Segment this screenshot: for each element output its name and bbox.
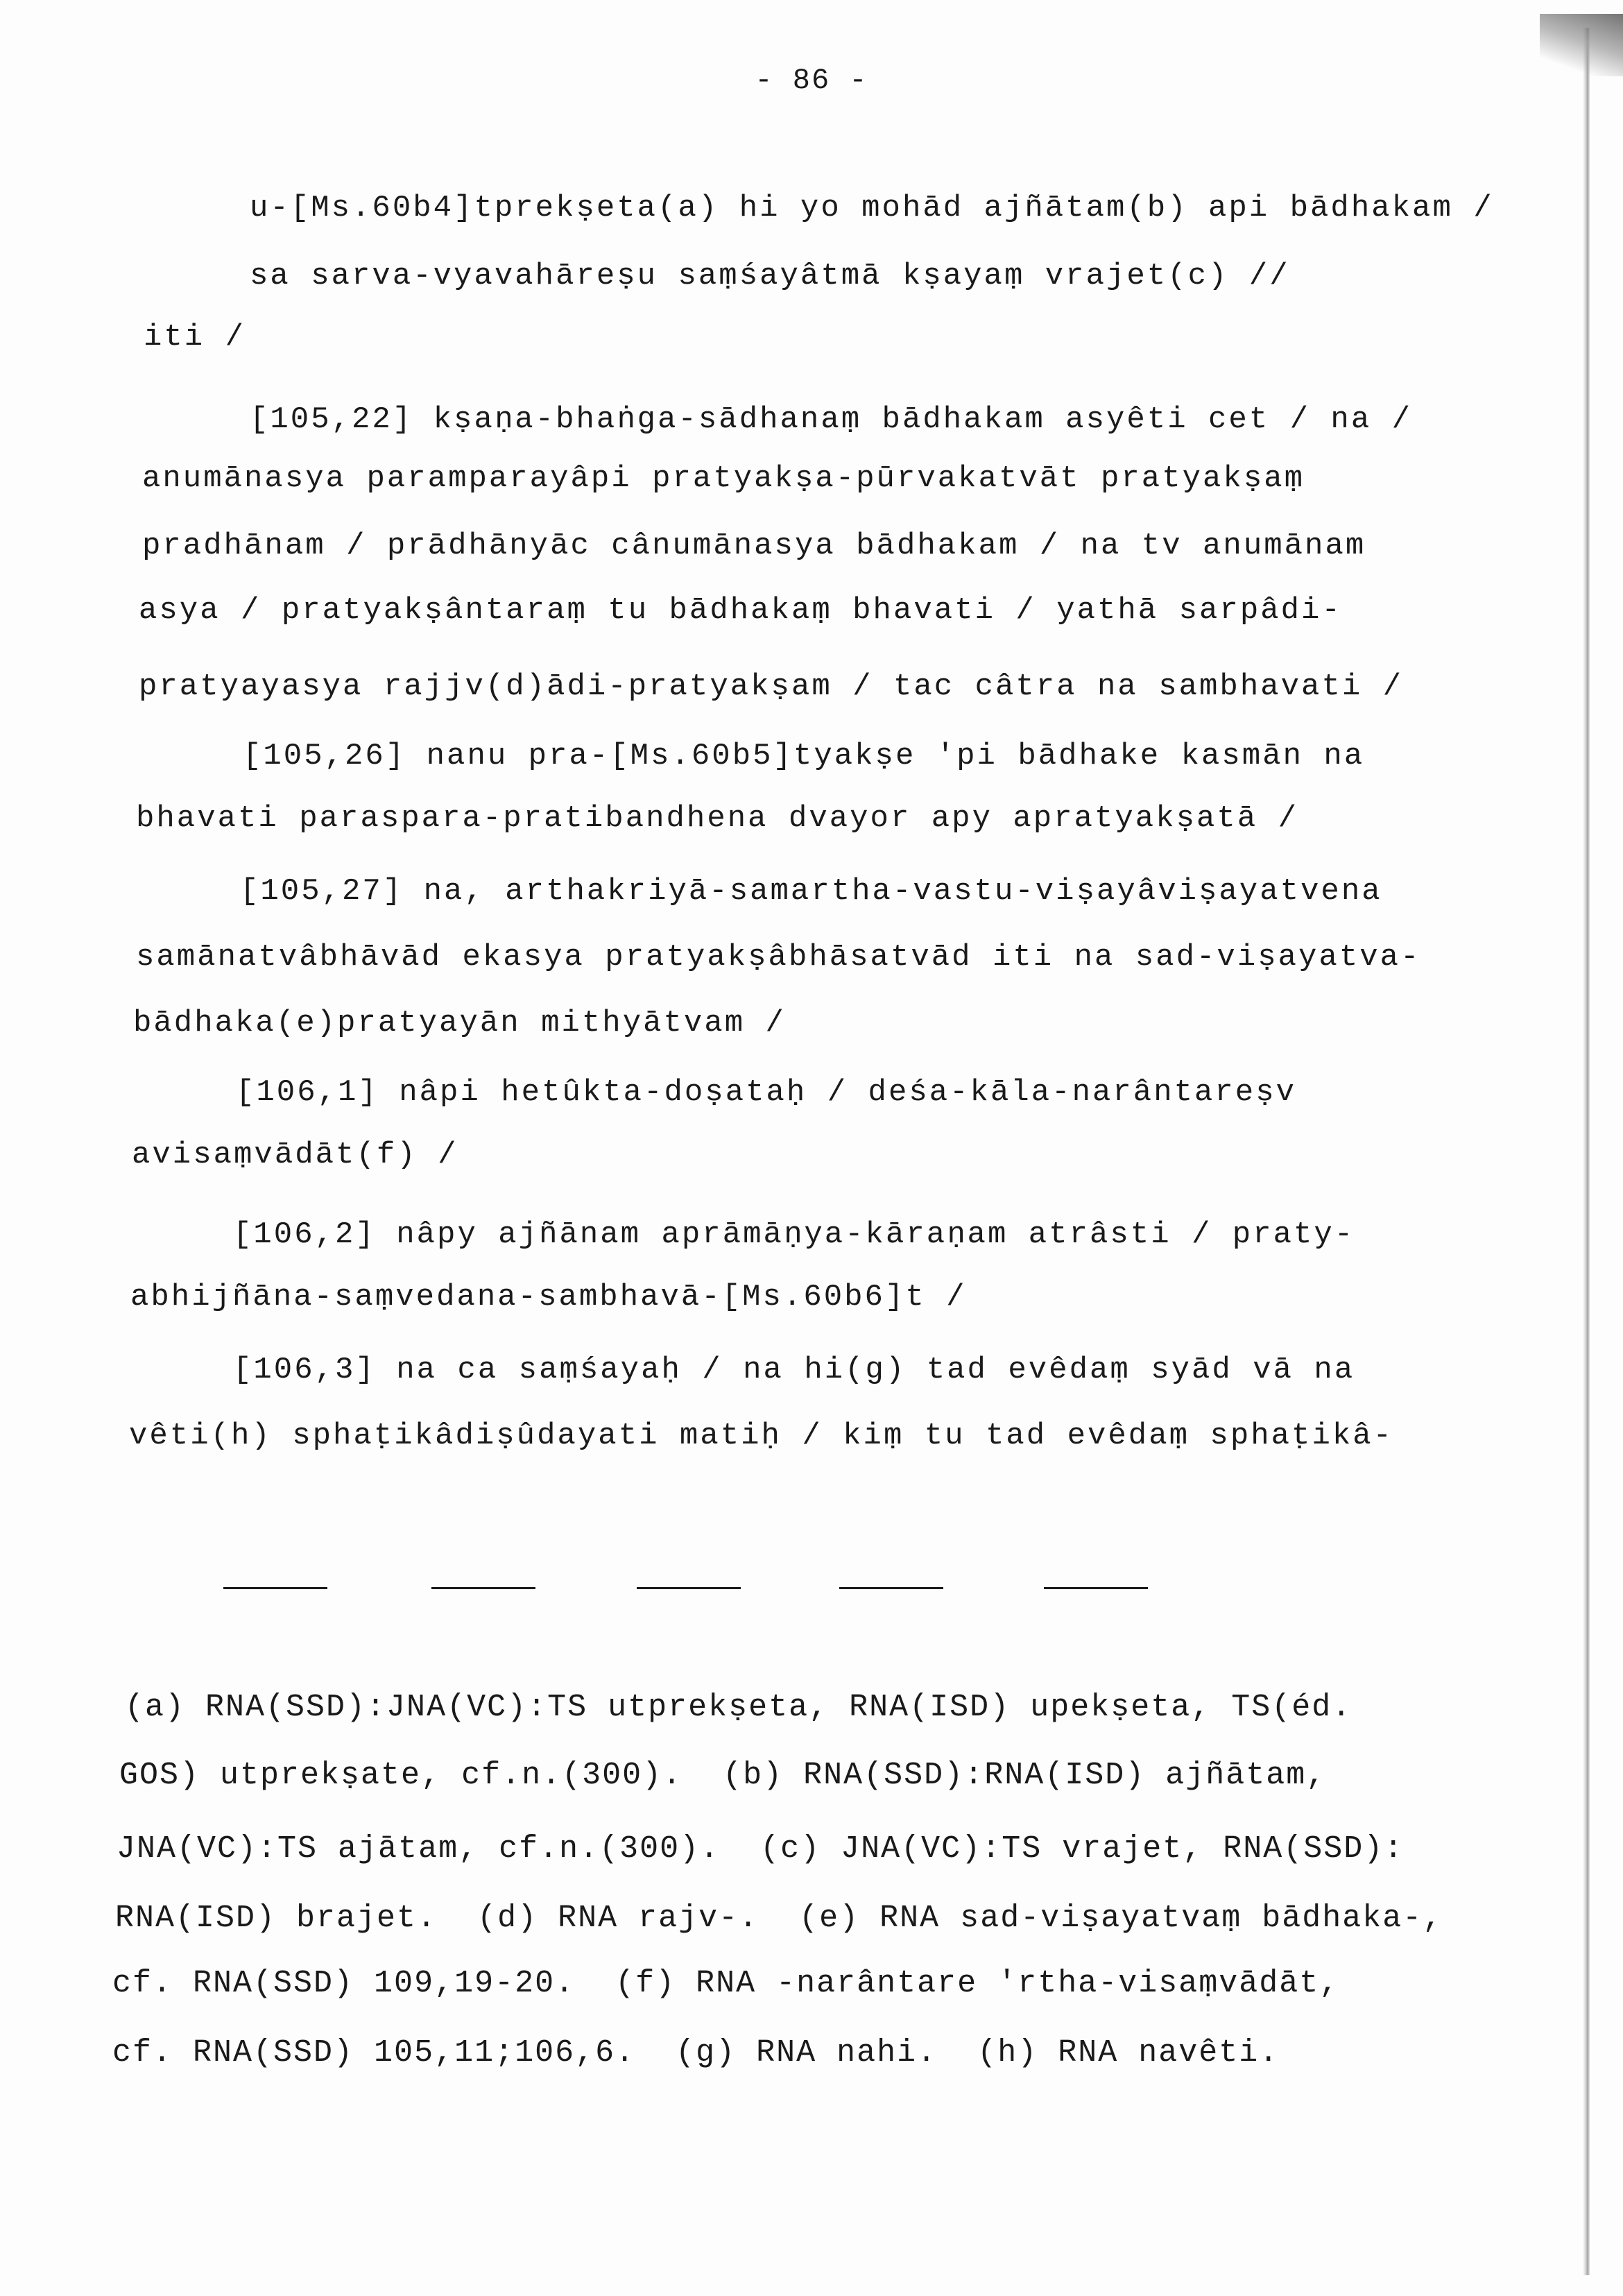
scan-edge-shadow [1583, 28, 1590, 2275]
body-line-9: samānatvâbhāvād ekasya pratyakṣâbhāsatvād iti na sad-viṣayatva- [136, 940, 1421, 975]
body-line-14: abhijñāna-saṃvedana-sambhavā-[Ms.60b6]t / [130, 1280, 967, 1314]
body-line-16: vêti(h) sphaṭikâdiṣûdayati matiḥ / kiṃ tu tad evêdaṃ sphaṭikâ- [129, 1419, 1394, 1453]
footnote-line-5: cf. RNA(SSD) 109,19-20. (f) RNA -narântare 'rtha-visaṃvādāt, [112, 1966, 1340, 2001]
verse-line-1: u-[Ms.60b4]tprekṣeta(a) hi yo mohād ajñātam(b) api bādhakam / [250, 191, 1494, 225]
footnote-line-4: RNA(ISD) brajet. (d) RNA rajv-. (e) RNA sad-viṣayatvaṃ bādhaka-, [115, 1901, 1443, 1936]
body-line-15: [106,3] na ca saṃśayaḥ / na hi(g) tad evêdaṃ syād vā na [233, 1353, 1355, 1387]
body-line-12: avisaṃvādāt(f) / [132, 1138, 458, 1172]
footnote-line-2: GOS) utprekṣate, cf.n.(300). (b) RNA(SSD):RNA(ISD) ajñātam, [119, 1758, 1327, 1793]
body-line-2: anumānasya paramparayâpi pratyakṣa-pūrvakatvāt pratyakṣaṃ [142, 461, 1305, 496]
footnote-line-3: JNA(VC):TS ajātam, cf.n.(300). (c) JNA(VC):TS vrajet, RNA(SSD): [117, 1831, 1405, 1867]
body-line-10: bādhaka(e)pratyayān mithyātvam / [133, 1006, 786, 1040]
separator-dash-3 [637, 1587, 741, 1589]
separator-dash-2 [431, 1587, 535, 1589]
separator-dash-1 [223, 1587, 327, 1589]
separator-dash-4 [839, 1587, 943, 1589]
body-line-13: [106,2] nâpy ajñānam aprāmāṇya-kāraṇam atrâsti / praty- [233, 1217, 1355, 1252]
footnote-line-1: (a) RNA(SSD):JNA(VC):TS utprekṣeta, RNA(ISD) upekṣeta, TS(éd. [125, 1690, 1352, 1725]
separator-dash-5 [1044, 1587, 1148, 1589]
page-number: - 86 - [755, 64, 868, 97]
verse-line-2: sa sarva-vyavahāreṣu saṃśayâtmā kṣayaṃ vrajet(c) // [250, 259, 1290, 293]
body-line-7: bhavati paraspara-pratibandhena dvayor apy apratyakṣatā / [136, 801, 1299, 836]
body-line-8: [105,27] na, arthakriyā-samartha-vastu-viṣayâviṣayatvena [240, 874, 1382, 909]
footnote-line-6: cf. RNA(SSD) 105,11;106,6. (g) RNA nahi. (h) RNA navêti. [112, 2035, 1280, 2071]
body-line-5: pratyayasya rajjv(d)ādi-pratyakṣam / tac câtra na sambhavati / [139, 669, 1404, 704]
body-line-11: [106,1] nâpi hetûkta-doṣataḥ / deśa-kāla-narântareṣv [236, 1075, 1297, 1110]
verse-line-3: iti / [144, 320, 246, 354]
body-line-3: pradhānam / prādhānyāc cânumānasya bādhakam / na tv anumānam [142, 529, 1366, 563]
body-line-4: asya / pratyakṣântaraṃ tu bādhakaṃ bhavati / yathā sarpâdi- [139, 593, 1342, 628]
body-line-1: [105,22] kṣaṇa-bhaṅga-sādhanaṃ bādhakam asyêti cet / na / [250, 402, 1413, 437]
body-line-6: [105,26] nanu pra-[Ms.60b5]tyakṣe 'pi bādhake kasmān na [243, 739, 1365, 773]
